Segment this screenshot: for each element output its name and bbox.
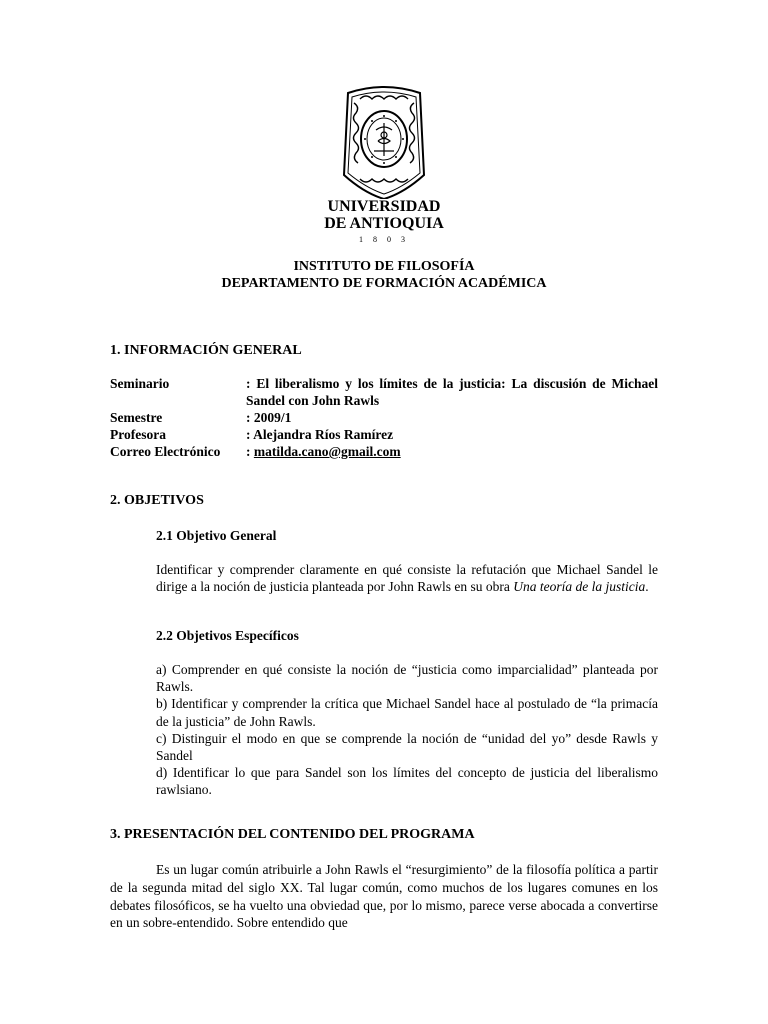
specific-objectives-list	[156, 661, 658, 799]
list-item: b) Identificar y comprender la crítica que Michael Sandel hace al postulado de “la primacía de la justicia” de John Rawls.	[156, 696, 658, 729]
subheading-general-objective: 2.1 Objetivo General	[156, 528, 277, 543]
work-title: Una teoría de la justicia	[513, 579, 646, 595]
university-name-line2: DE ANTIOQUIA	[324, 215, 444, 232]
info-value: : 2009/1	[246, 410, 292, 425]
section-heading-program-content: 3. PRESENTACIÓN DEL CONTENIDO DEL PROGRAMA	[110, 827, 475, 842]
email-link[interactable]: matilda.cano@gmail.com	[253, 444, 401, 459]
list-item: c) Distinguir el modo en que se comprende la noción de “unidad del yo” desde Rawls y Sandel	[156, 730, 658, 764]
email-prefix: :	[246, 444, 254, 459]
info-label: Profesora	[110, 427, 166, 442]
program-content-paragraph: Es un lugar común atribuirle a John Rawls el “resurgimiento” de la filosofía política a partir de la segunda mitad del siglo XX. Tal lugar común, como muchos de los lugares comunes en los debates filosóficos, se ha vuelto una obviedad que, por lo mismo, parece verse abocada a convertirse en un sobre-entendido. Sobre entendido que	[110, 862, 658, 931]
university-name-line1: UNIVERSIDAD	[327, 198, 441, 215]
institute-title: INSTITUTO DE FILOSOFÍA	[293, 259, 475, 274]
university-founding-year: 1 8 0 3	[359, 235, 409, 244]
general-objective-body: Identificar y comprender claramente en qué consiste la refutación que Michael Sandel le dirige a la noción de justicia planteada por John Rawls en su obra	[156, 562, 658, 595]
subheading-specific-objectives: 2.2 Objetivos Específicos	[156, 628, 299, 643]
info-label: Correo Electrónico	[110, 444, 221, 459]
list-item: a) Comprender en qué consiste la noción de “justicia como imparcialidad” planteada por Rawls.	[156, 662, 658, 695]
info-label: Seminario	[110, 376, 170, 391]
section-heading-objectives: 2. OBJETIVOS	[110, 493, 204, 508]
info-value: : El liberalismo y los límites de la justicia: La discusión de Michael Sandel con John Rawls	[246, 376, 658, 408]
info-value	[246, 443, 658, 460]
department-title: DEPARTAMENTO DE FORMACIÓN ACADÉMICA	[221, 276, 547, 291]
info-value: : Alejandra Ríos Ramírez	[246, 427, 394, 442]
general-objective-end: .	[645, 579, 649, 595]
section-heading-general-info: 1. INFORMACIÓN GENERAL	[110, 343, 302, 358]
university-seal-logo	[334, 83, 434, 199]
info-label: Semestre	[110, 410, 163, 425]
list-item: d) Identificar lo que para Sandel son los límites del concepto de justicia del liberalismo rawlsiano.	[156, 765, 658, 798]
general-objective-text	[156, 561, 658, 595]
